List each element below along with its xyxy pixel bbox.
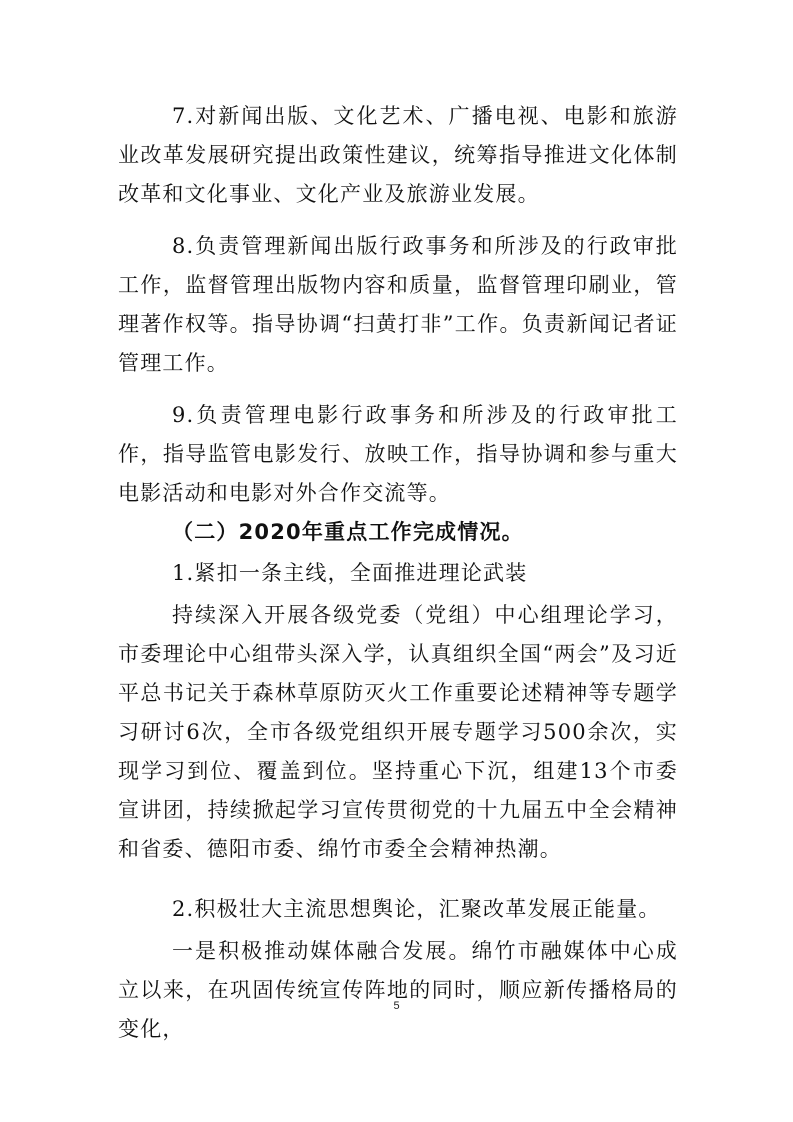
paragraph-item-8: 8.负责管理新闻出版行政事务和所涉及的行政审批工作，监督管理出版物内容和质量，监督管理印刷业，管理著作权等。指导协调“扫黄打非”工作。负责新闻记者证管理工作。 [118,234,678,375]
sub-heading-2: 2.积极壮大主流思想舆论，汇聚改革发展正能量。 [172,897,661,921]
sub-heading-1: 1.紧扣一条主线，全面推进理论武装 [172,561,528,585]
paragraph-item-9: 9.负责管理电影行政事务和所涉及的行政审批工作，指导监管电影发行、放映工作，指导协调和参与重大电影活动和电影对外合作交流等。 [118,403,678,505]
paragraph-item-7: 7.对新闻出版、文化艺术、广播电视、电影和旅游业改革发展研究提出政策性建议，统筹指导推进文化体制改革和文化事业、文化产业及旅游业发展。 [118,104,678,206]
body-paragraph-2: 一是积极推动媒体融合发展。绵竹市融媒体中心成立以来，在巩固传统宣传阵地的同时，顺应新传播格局的变化， [118,939,678,1041]
section-heading: （二）2020年重点工作完成情况。 [172,520,524,544]
page-number: 5 [393,1000,400,1012]
body-paragraph-1: 持续深入开展各级党委（党组）中心组理论学习，市委理论中心组带头深入学，认真组织全国“两会”及习近平总书记关于森林草原防灭火工作重要论述精神等专题学习研讨6次，全市各级党组织开展专题学习500余次，实现学习到位、覆盖到位。坚持重心下沉，组建13个市委宣讲团，持续掀起学习宣传贯彻党的十九届五中全会精神和省委、德阳市委、绵竹市委全会精神热潮。 [118,603,678,861]
